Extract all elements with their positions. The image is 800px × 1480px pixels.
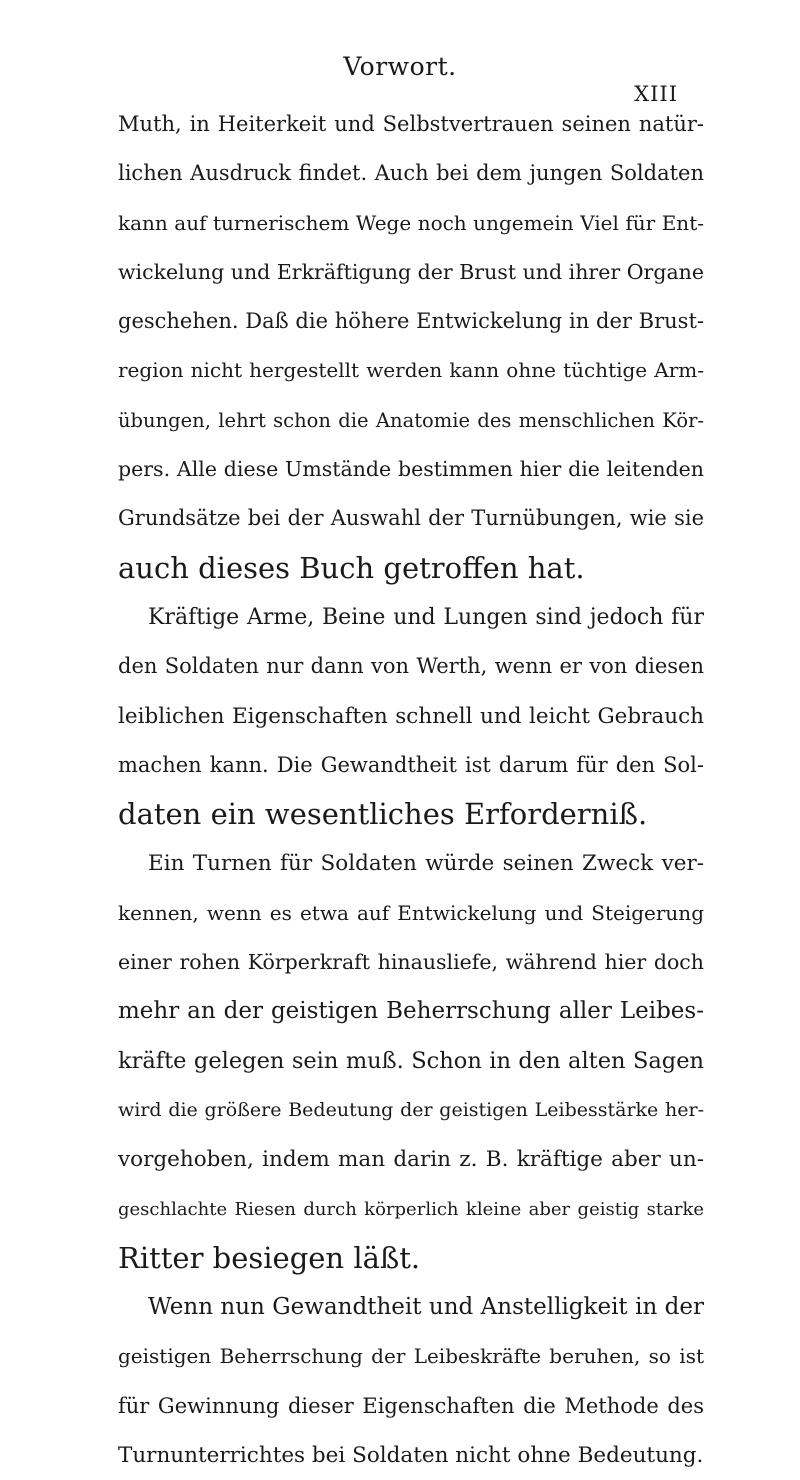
text-line: übungen, lehrt schon die Anatomie des menschlichen Kör- (118, 408, 704, 432)
text-line: lichen Ausdruck findet. Auch bei dem jungen Soldaten (118, 161, 704, 186)
text-line: Turnunterrichtes bei Soldaten nicht ohne Bedeutung. (118, 1443, 704, 1469)
text-line: Kräftige Arme, Beine und Lungen sind jedoch für (148, 604, 704, 630)
text-line: kann auf turnerischem Wege noch ungemein Viel für Ent- (118, 210, 704, 235)
text-line: kennen, wenn es etwa auf Entwickelung und Steigerung (118, 900, 704, 925)
text-line: geistigen Beherrschung der Leibeskräfte beruhen, so ist (118, 1344, 704, 1369)
paragraph (118, 100, 704, 593)
text-line: den Soldaten nur dann von Werth, wenn er von diesen (118, 654, 704, 679)
text-line: einer rohen Körperkraft hinausliefe, während hier doch (118, 950, 704, 975)
page-number: XIII (634, 82, 678, 106)
text-line: Ritter besiegen läßt. (118, 1240, 421, 1275)
text-line: Ein Turnen für Soldaten würde seinen Zweck ver- (148, 851, 704, 877)
text-line: Wenn nun Gewandtheit und Anstelligkeit in der (148, 1294, 704, 1321)
text-line: kräfte gelegen sein muß. Schon in den alten Sagen (118, 1047, 704, 1074)
text-line: leiblichen Eigenschaften schnell und leicht Gebrauch (118, 703, 704, 729)
paragraph (118, 593, 704, 839)
text-line: wird die größere Bedeutung der geistigen Leibesstärke her- (118, 1098, 704, 1121)
paragraph (118, 839, 704, 1283)
text-line: Grundsätze bei der Auswahl der Turnübungen, wie sie (118, 506, 704, 531)
text-line: region nicht hergestellt werden kann ohne tüchtige Arm- (118, 358, 704, 383)
text-line: daten ein wesentliches Erforderniß. (118, 797, 648, 832)
text-line: auch dieses Buch getroffen hat. (118, 550, 585, 585)
text-line: geschlachte Riesen durch körperlich kleine aber geistig starke (118, 1198, 704, 1220)
text-line: wickelung und Erkräftigung der Brust und ihrer Organe (118, 259, 704, 284)
text-line: pers. Alle diese Umstände bestimmen hier die leitenden (118, 457, 704, 482)
text-line: machen kann. Die Gewandtheit ist darum für den Sol- (118, 752, 704, 777)
body-text (118, 100, 704, 1480)
text-line: Muth, in Heiterkeit und Selbstvertrauen seinen natür- (118, 112, 704, 136)
running-title: Vorwort. (343, 52, 457, 81)
text-line: mehr an der geistigen Beherrschung aller Leibes- (118, 998, 704, 1025)
text-line: geschehen. Daß die höhere Entwickelung in der Brust- (118, 309, 704, 334)
text-line: vorgehoben, indem man darin z. B. kräftige aber un- (118, 1147, 704, 1173)
text-line: für Gewinnung dieser Eigenschaften die Methode des (118, 1393, 704, 1418)
paragraph (118, 1283, 704, 1480)
